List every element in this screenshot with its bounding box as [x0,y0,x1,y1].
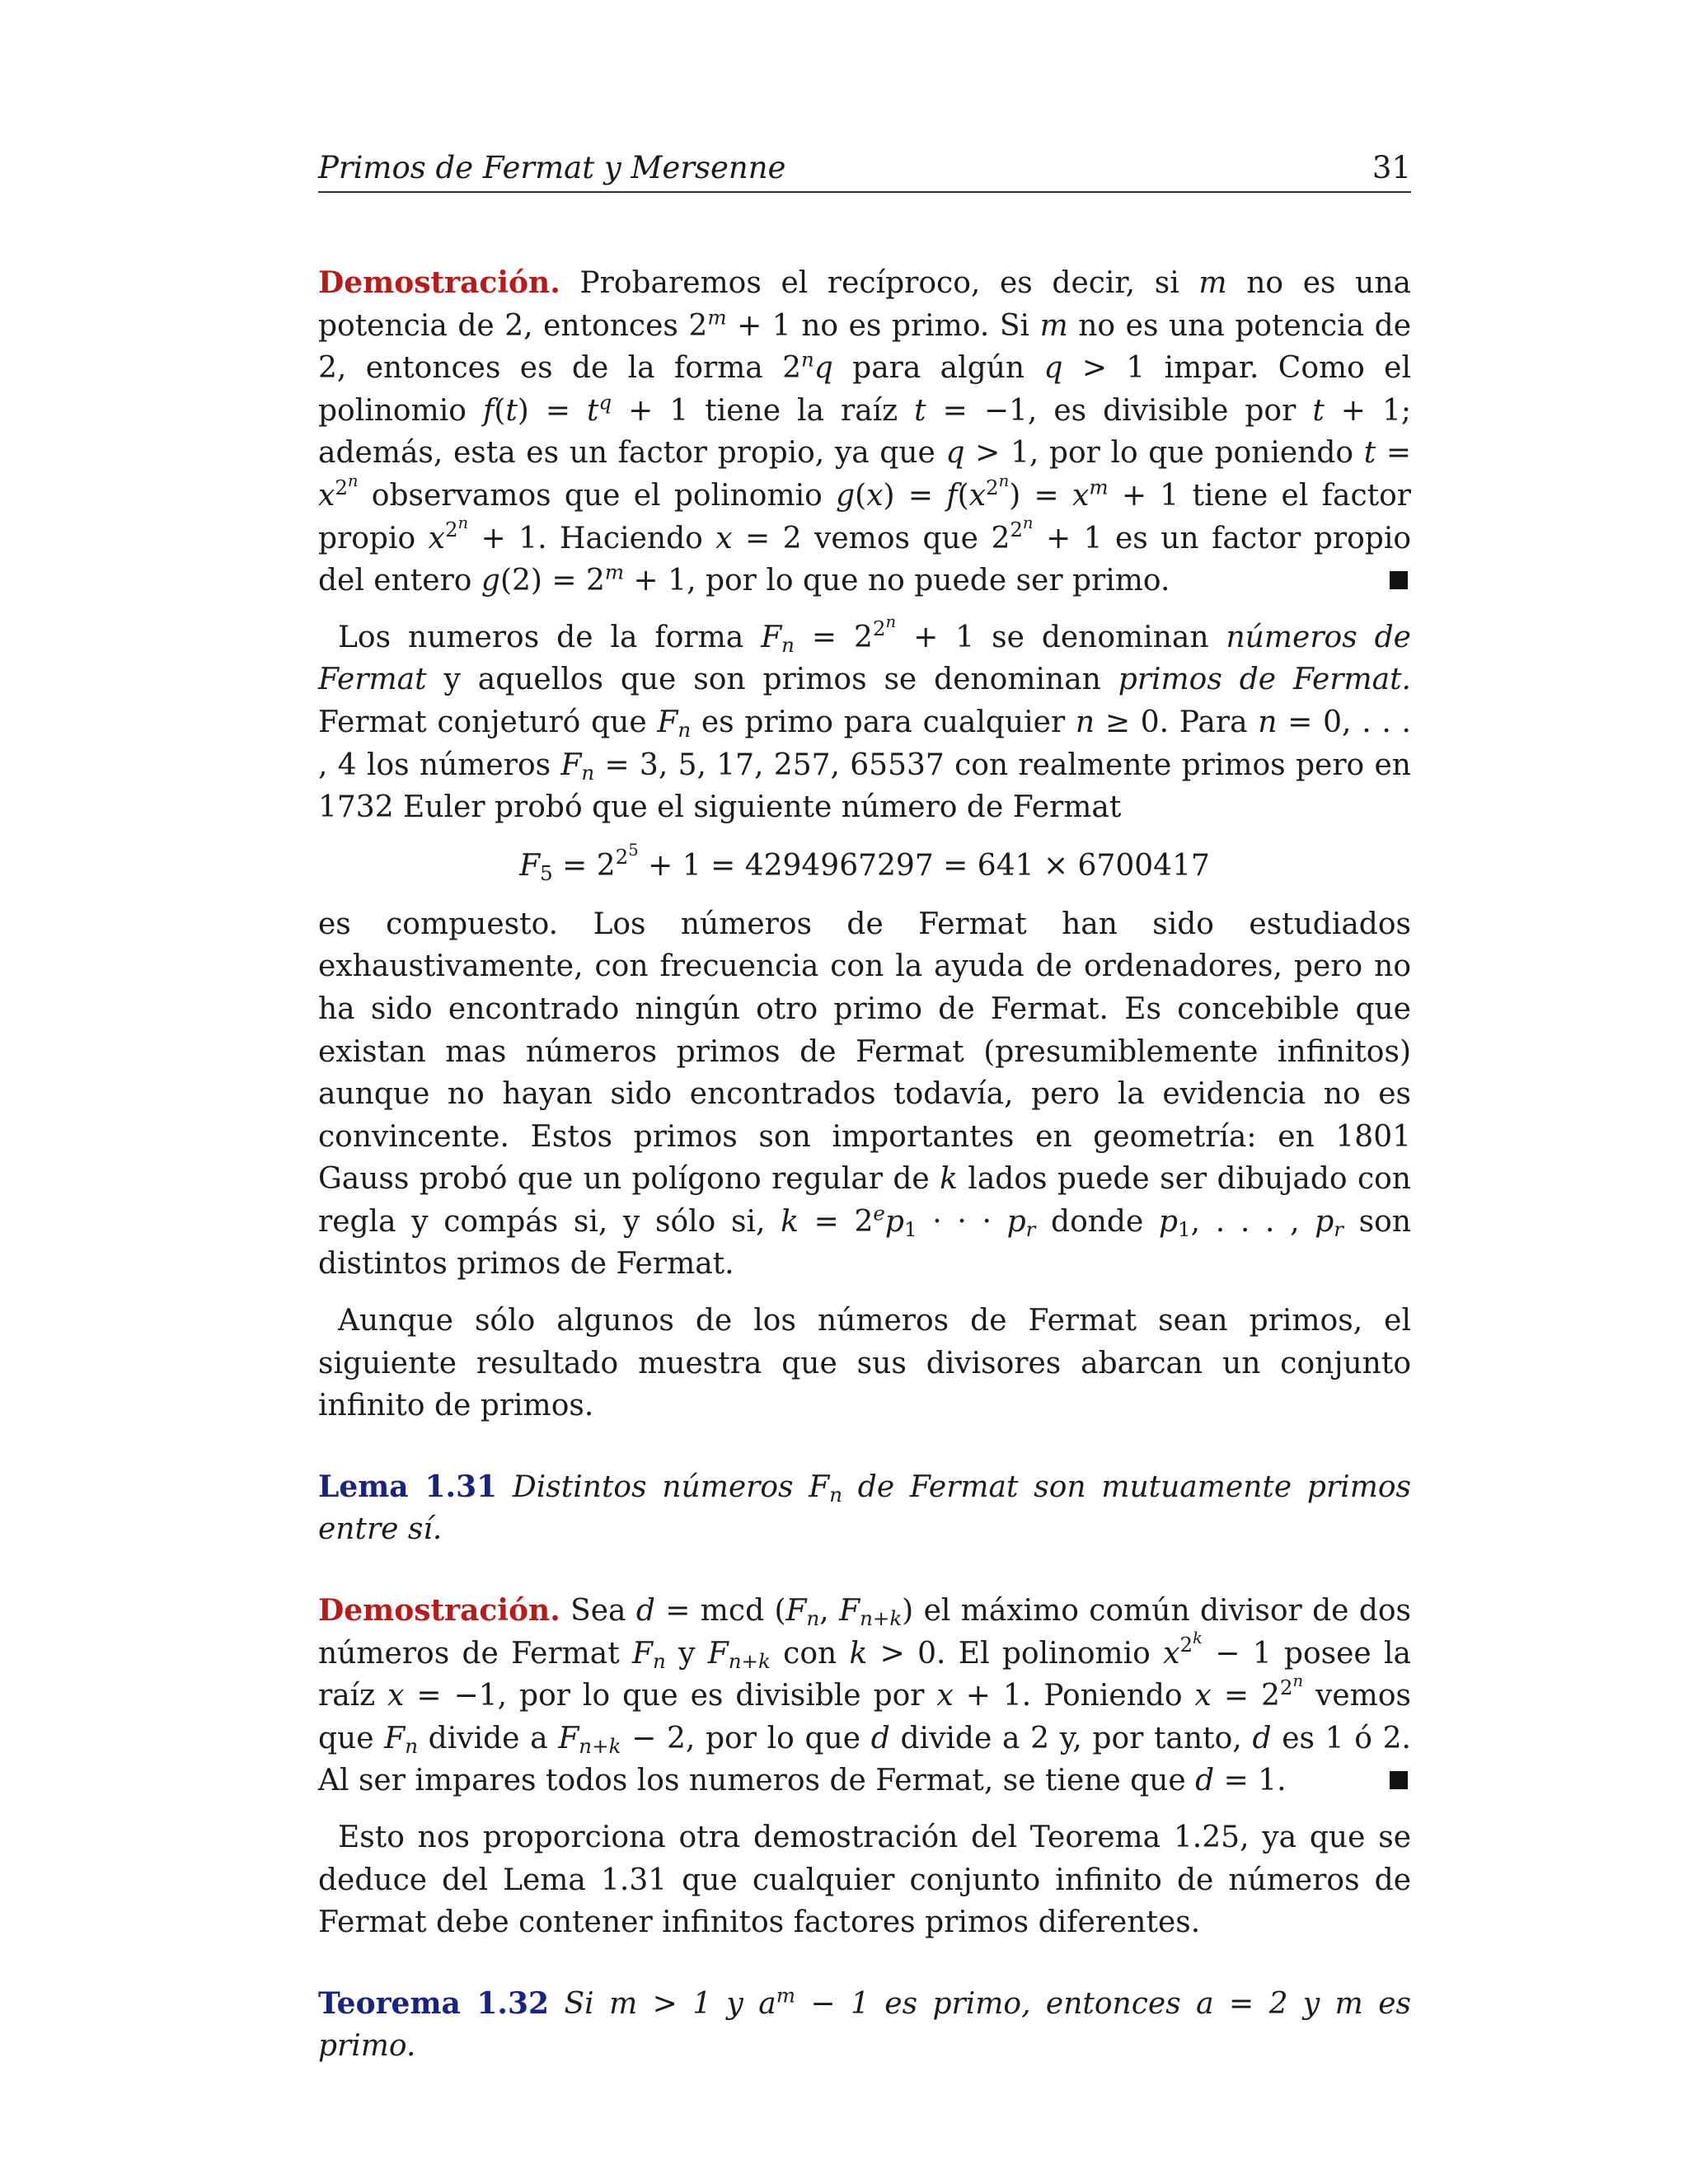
composite-paragraph: es compuesto. Los números de Fermat han sido estudiados exhaustivamente, con frecuencia con la ayuda de ordenadores, pero no ha sido encontrado ningún otro primo de Fermat. Es concebible que existan mas números primos de Fermat (presumiblemente infinitos) aunque no hayan sido encontrados todavía, pero la evidencia no es convincente. Estos primos son importantes en geometría: en 1801 Gauss probó que un polígono regular de k lados puede ser dibujado con regla y compás si, y sólo si, $k = 2^ep_1$ · · · $p_r$ donde $p_1$, . . . , $p_r$ son distintos primos de Fermat. [318,907,1412,1282]
proof-label: Demostración. [318,265,560,300]
theorem-1-32: Teorema 1.32 Si m > 1 y $a^m - 1$ es primo, entonces a = 2 y m es primo. [318,1983,1411,2064]
lemma-1-31: Lema 1.31 Distintos números $F_n$ de Fermat son mutuamente primos entre sí. [318,1469,1411,1547]
running-header [318,145,1411,193]
lemma-label: Lema 1.31 [318,1469,498,1504]
theorem-label: Teorema 1.32 [318,1985,550,2021]
display-equation-f5: $F_5 = 2^{2^5} + 1 = 4294967297 = 641 \times 6700417$ [519,841,1210,885]
running-title: Primos de Fermat y Mersenne [318,150,786,185]
qed-square-icon [1390,571,1408,589]
fermat-numbers-paragraph: Los numeros de la forma $F_n = 2^{2^n} + 1$ se denominan números de Fermat y aquellos que son primos se denominan primos de Fermat. Fermat conjeturó que $F_n$ es primo para cualquier n ≥ 0. Para n = 0, . . . , 4 los números $F_n = 3$, 5, 17, 257, 65537 con realmente primos pero en 1732 Euler probó que el siguiente número de Fermat [318,612,1411,825]
qed-square-icon [1390,1771,1408,1789]
body-text [318,262,1411,2068]
proof-paragraph-1: Demostración. Probaremos el recíproco, es decir, si m no es una potencia de 2, entonces $2^m + 1$ no es primo. Si m no es una potencia de 2, entonces es de la forma 2$^n$q para algún q > 1 impar. Como el polinomio $f(t) = t^q + 1$ tiene la raíz t = −1, es divisible por t + 1; además, esta es un factor propio, ya que q > 1, por lo que poniendo $t = x^{2^n}$ observamos que el polinomio $g(x) = f(x^{2^n}) = x^m + 1$ tiene el factor propio $x^{2^n} + 1$. Haciendo x = 2 vemos que $2^{2^n} + 1$ es un factor propio del entero $g(2) = 2^m + 1$, por lo que no puede ser primo. [318,265,1412,598]
divisors-paragraph: Aunque sólo algunos de los números de Fermat sean primos, el siguiente resultado muestra que sus divisores abarcan un conjunto infinito de primos. [318,1304,1411,1423]
proof-label: Demostración. [318,1593,560,1629]
proof-paragraph-2: Demostración. Sea d = mcd ($F_n$, $F_{n+k}$) el máximo común divisor de dos números de Fermat $F_n$ y $F_{n+k}$ con k > 0. El polinomio $x^{2^k} - 1$ posee la raíz x = −1, por lo que es divisible por x + 1. Poniendo $x = 2^{2^n}$ vemos que $F_n$ divide a $F_{n+k} - 2$, por lo que d divide a 2 y, por tanto, d es 1 ó 2. Al ser impares todos los numeros de Fermat, se tiene que d = 1. [318,1593,1412,1798]
page-number: 31 [1372,150,1411,185]
corollary-paragraph: Esto nos proporciona otra demostración del Teorema 1.25, ya que se deduce del Lema 1.31 que cualquier conjunto infinito de números de Fermat debe contener infinitos factores primos diferentes. [318,1821,1411,1940]
